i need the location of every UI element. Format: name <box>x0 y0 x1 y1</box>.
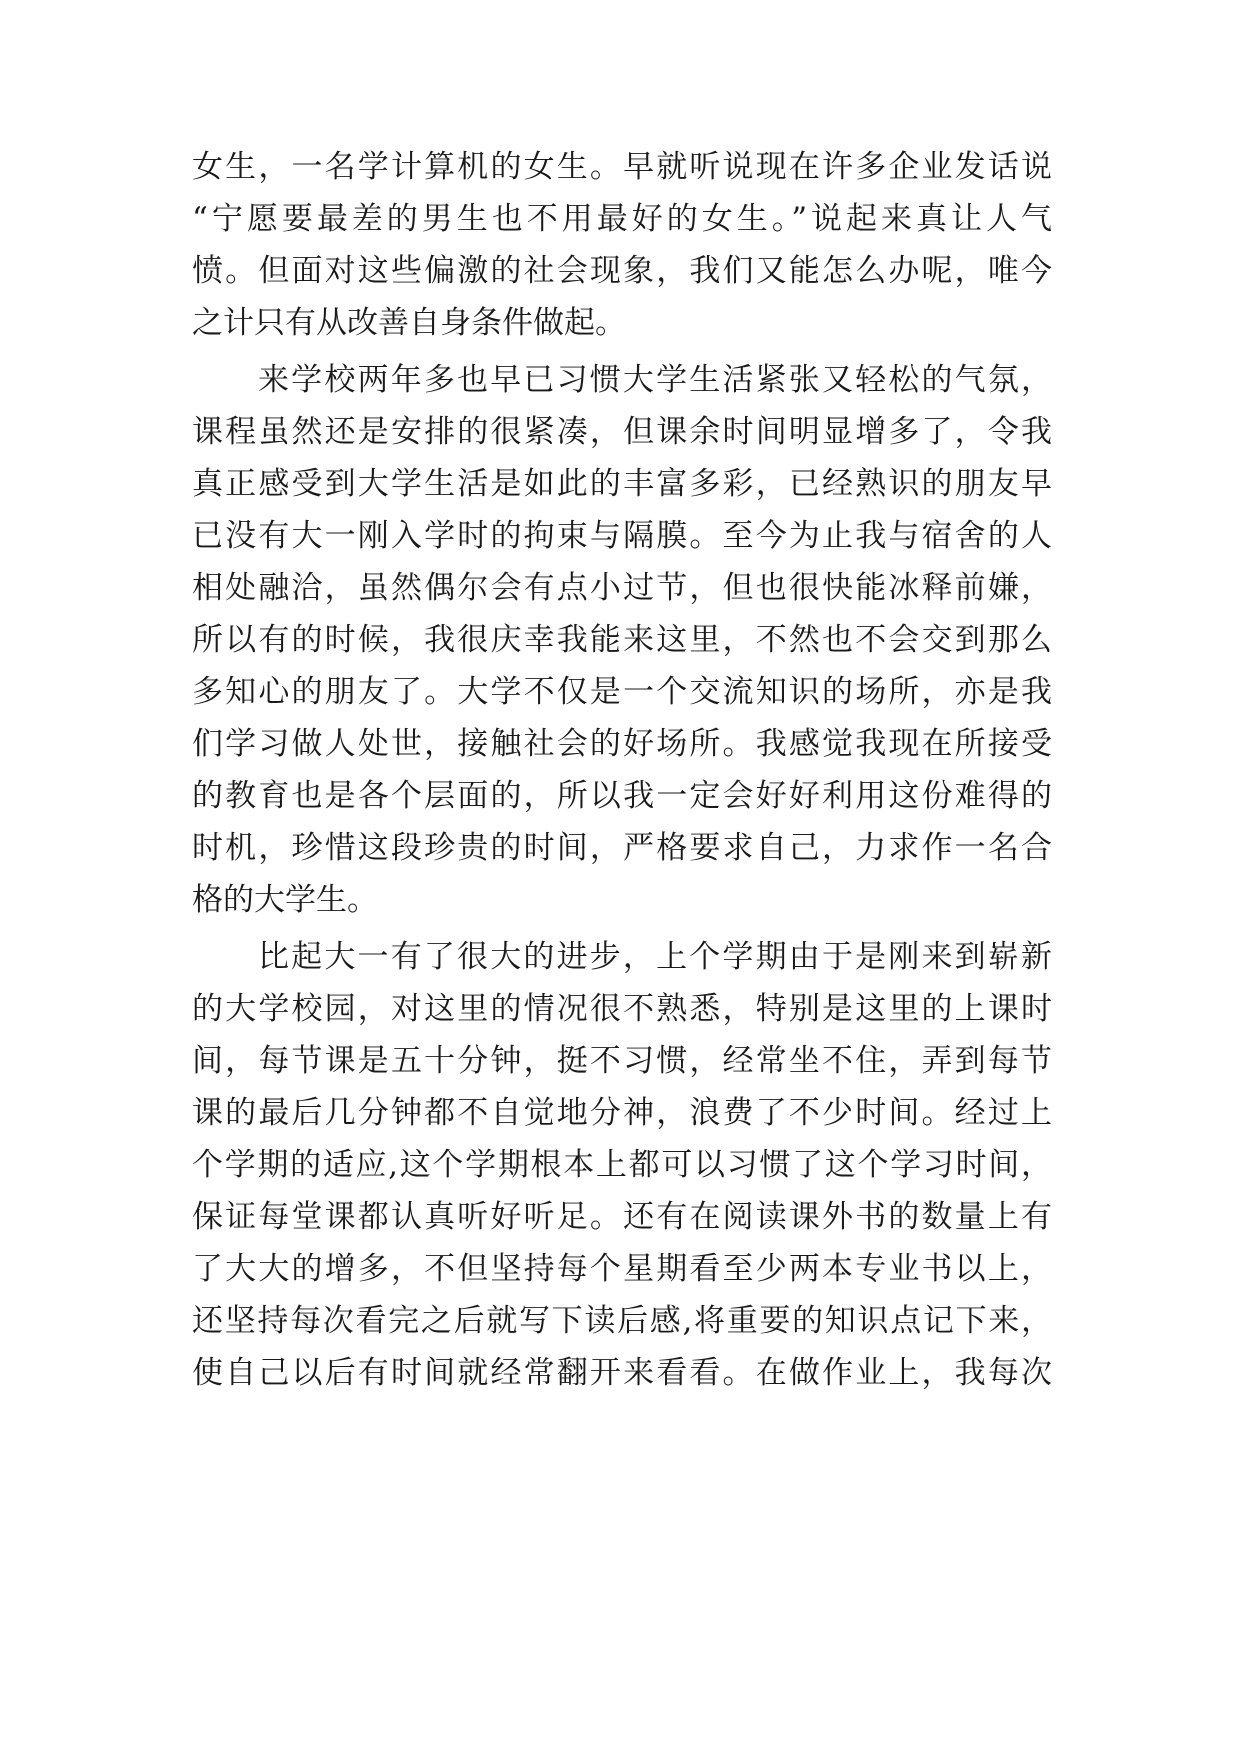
paragraph-2-line-5: 相处融洽，虽然偶尔会有点小过节，但也很快能冰释前嫌， <box>192 570 1052 606</box>
paragraph-2-line-9: 的教育也是各个层面的，所以我一定会好好利用这份难得的 <box>192 778 1052 814</box>
paragraph-3-line-5: 个学期的适应,这个学期根本上都可以习惯了这个学习时间， <box>192 1147 1052 1183</box>
paragraph-2-line-7: 多知心的朋友了。大学不仅是一个交流知识的场所，亦是我 <box>192 674 1052 710</box>
paragraph-3-line-1: 比起大一有了很大的进步，上个学期由于是刚来到崭新 <box>258 939 1052 975</box>
paragraph-3-line-4: 课的最后几分钟都不自觉地分神，浪费了不少时间。经过上 <box>192 1095 1052 1131</box>
paragraph-1-line-4: 之计只有从改善自身条件做起。 <box>192 305 626 341</box>
paragraph-3-line-6: 保证每堂课都认真听好听足。还有在阅读课外书的数量上有 <box>192 1199 1052 1235</box>
paragraph-1-line-3: 愤。但面对这些偏激的社会现象，我们又能怎么办呢，唯今 <box>192 253 1052 289</box>
paragraph-2-line-10: 时机，珍惜这段珍贵的时间，严格要求自己，力求作一名合 <box>192 830 1052 866</box>
paragraph-1-line-1: 女生，一名学计算机的女生。早就听说现在许多企业发话说 <box>192 149 1052 185</box>
paragraph-2-line-8: 们学习做人处世，接触社会的好场所。我感觉我现在所接受 <box>192 726 1052 762</box>
paragraph-2-line-6: 所以有的时候，我很庆幸我能来这里，不然也不会交到那么 <box>192 622 1052 658</box>
paragraph-2-line-1: 来学校两年多也早已习惯大学生活紧张又轻松的气氛， <box>258 362 1052 398</box>
paragraph-1-line-2: “宁愿要最差的男生也不用最好的女生。”说起来真让人气 <box>192 201 1052 237</box>
paragraph-3-line-2: 的大学校园，对这里的情况很不熟悉，特别是这里的上课时 <box>192 991 1052 1027</box>
paragraph-2-line-11: 格的大学生。 <box>192 882 378 918</box>
paragraph-3-line-3: 间，每节课是五十分钟，挺不习惯，经常坐不住，弄到每节 <box>192 1043 1052 1079</box>
paragraph-3-line-8: 还坚持每次看完之后就写下读后感,将重要的知识点记下来， <box>192 1303 1052 1339</box>
paragraph-3-line-9: 使自己以后有时间就经常翻开来看看。在做作业上，我每次 <box>192 1355 1052 1391</box>
paragraph-2-line-4: 已没有大一刚入学时的拘束与隔膜。至今为止我与宿舍的人 <box>192 518 1052 554</box>
paragraph-2-line-3: 真正感受到大学生活是如此的丰富多彩，已经熟识的朋友早 <box>192 466 1052 502</box>
paragraph-3-line-7: 了大大的增多，不但坚持每个星期看至少两本专业书以上， <box>192 1251 1052 1287</box>
paragraph-2-line-2: 课程虽然还是安排的很紧凑，但课余时间明显增多了，令我 <box>192 414 1052 450</box>
